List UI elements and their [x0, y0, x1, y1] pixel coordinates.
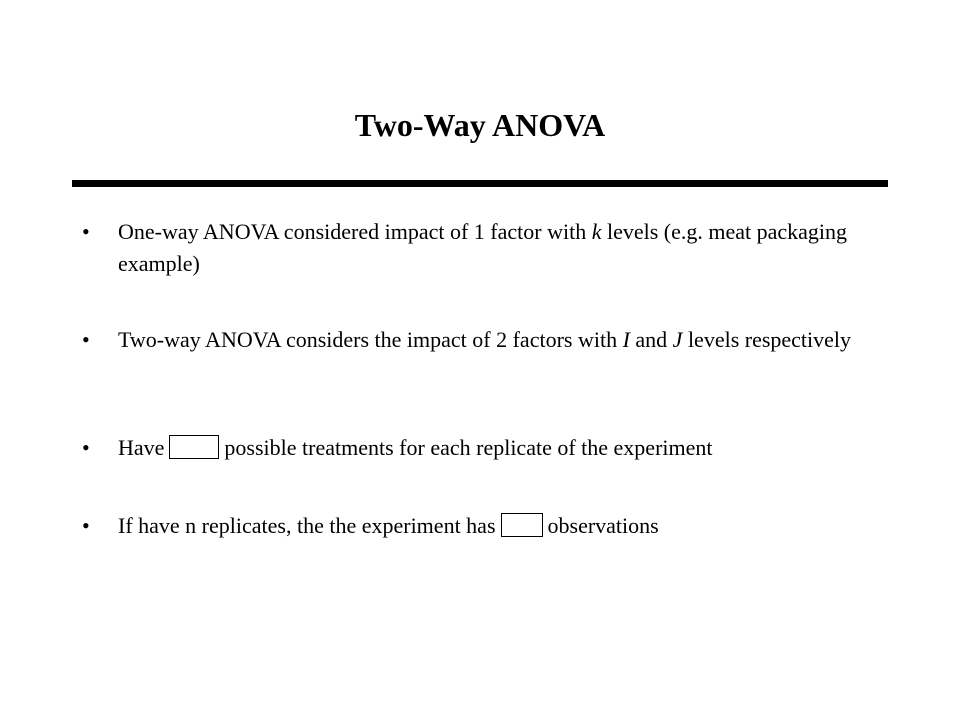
bullet-text-part: Two-way ANOVA considers the impact of 2 factors with — [118, 327, 623, 352]
bullet-dot: • — [82, 327, 90, 352]
bullet-text-part: If have n replicates, the the experiment has — [118, 513, 496, 538]
bullet-text — [118, 510, 888, 542]
variable-j: J — [672, 327, 683, 352]
bullet-dot: • — [82, 513, 90, 538]
bullet-text-part: Have — [118, 435, 165, 460]
bullet-text-part: levels (e.g. meat packaging example) — [118, 219, 848, 276]
blank-box-treatments — [169, 435, 219, 459]
slide-title: Two-Way ANOVA — [354, 107, 606, 143]
bullet-text-part: One-way ANOVA considered impact of 1 factor with — [118, 219, 592, 244]
variable-k: k — [591, 219, 602, 244]
bullet-dot: • — [82, 219, 90, 244]
bullet-dot: • — [82, 435, 90, 460]
variable-i: I — [622, 327, 630, 352]
bullet-text-part: possible treatments for each replicate of the experiment — [224, 435, 713, 460]
bullet-text-part: and — [629, 327, 673, 352]
bullet-text — [118, 432, 888, 464]
bullet-text — [118, 324, 888, 356]
bullet-text — [118, 216, 888, 280]
bullet-text-part: observations — [547, 513, 659, 538]
blank-box-observations — [501, 513, 543, 537]
bullet-text-part: levels respectively — [682, 327, 852, 352]
